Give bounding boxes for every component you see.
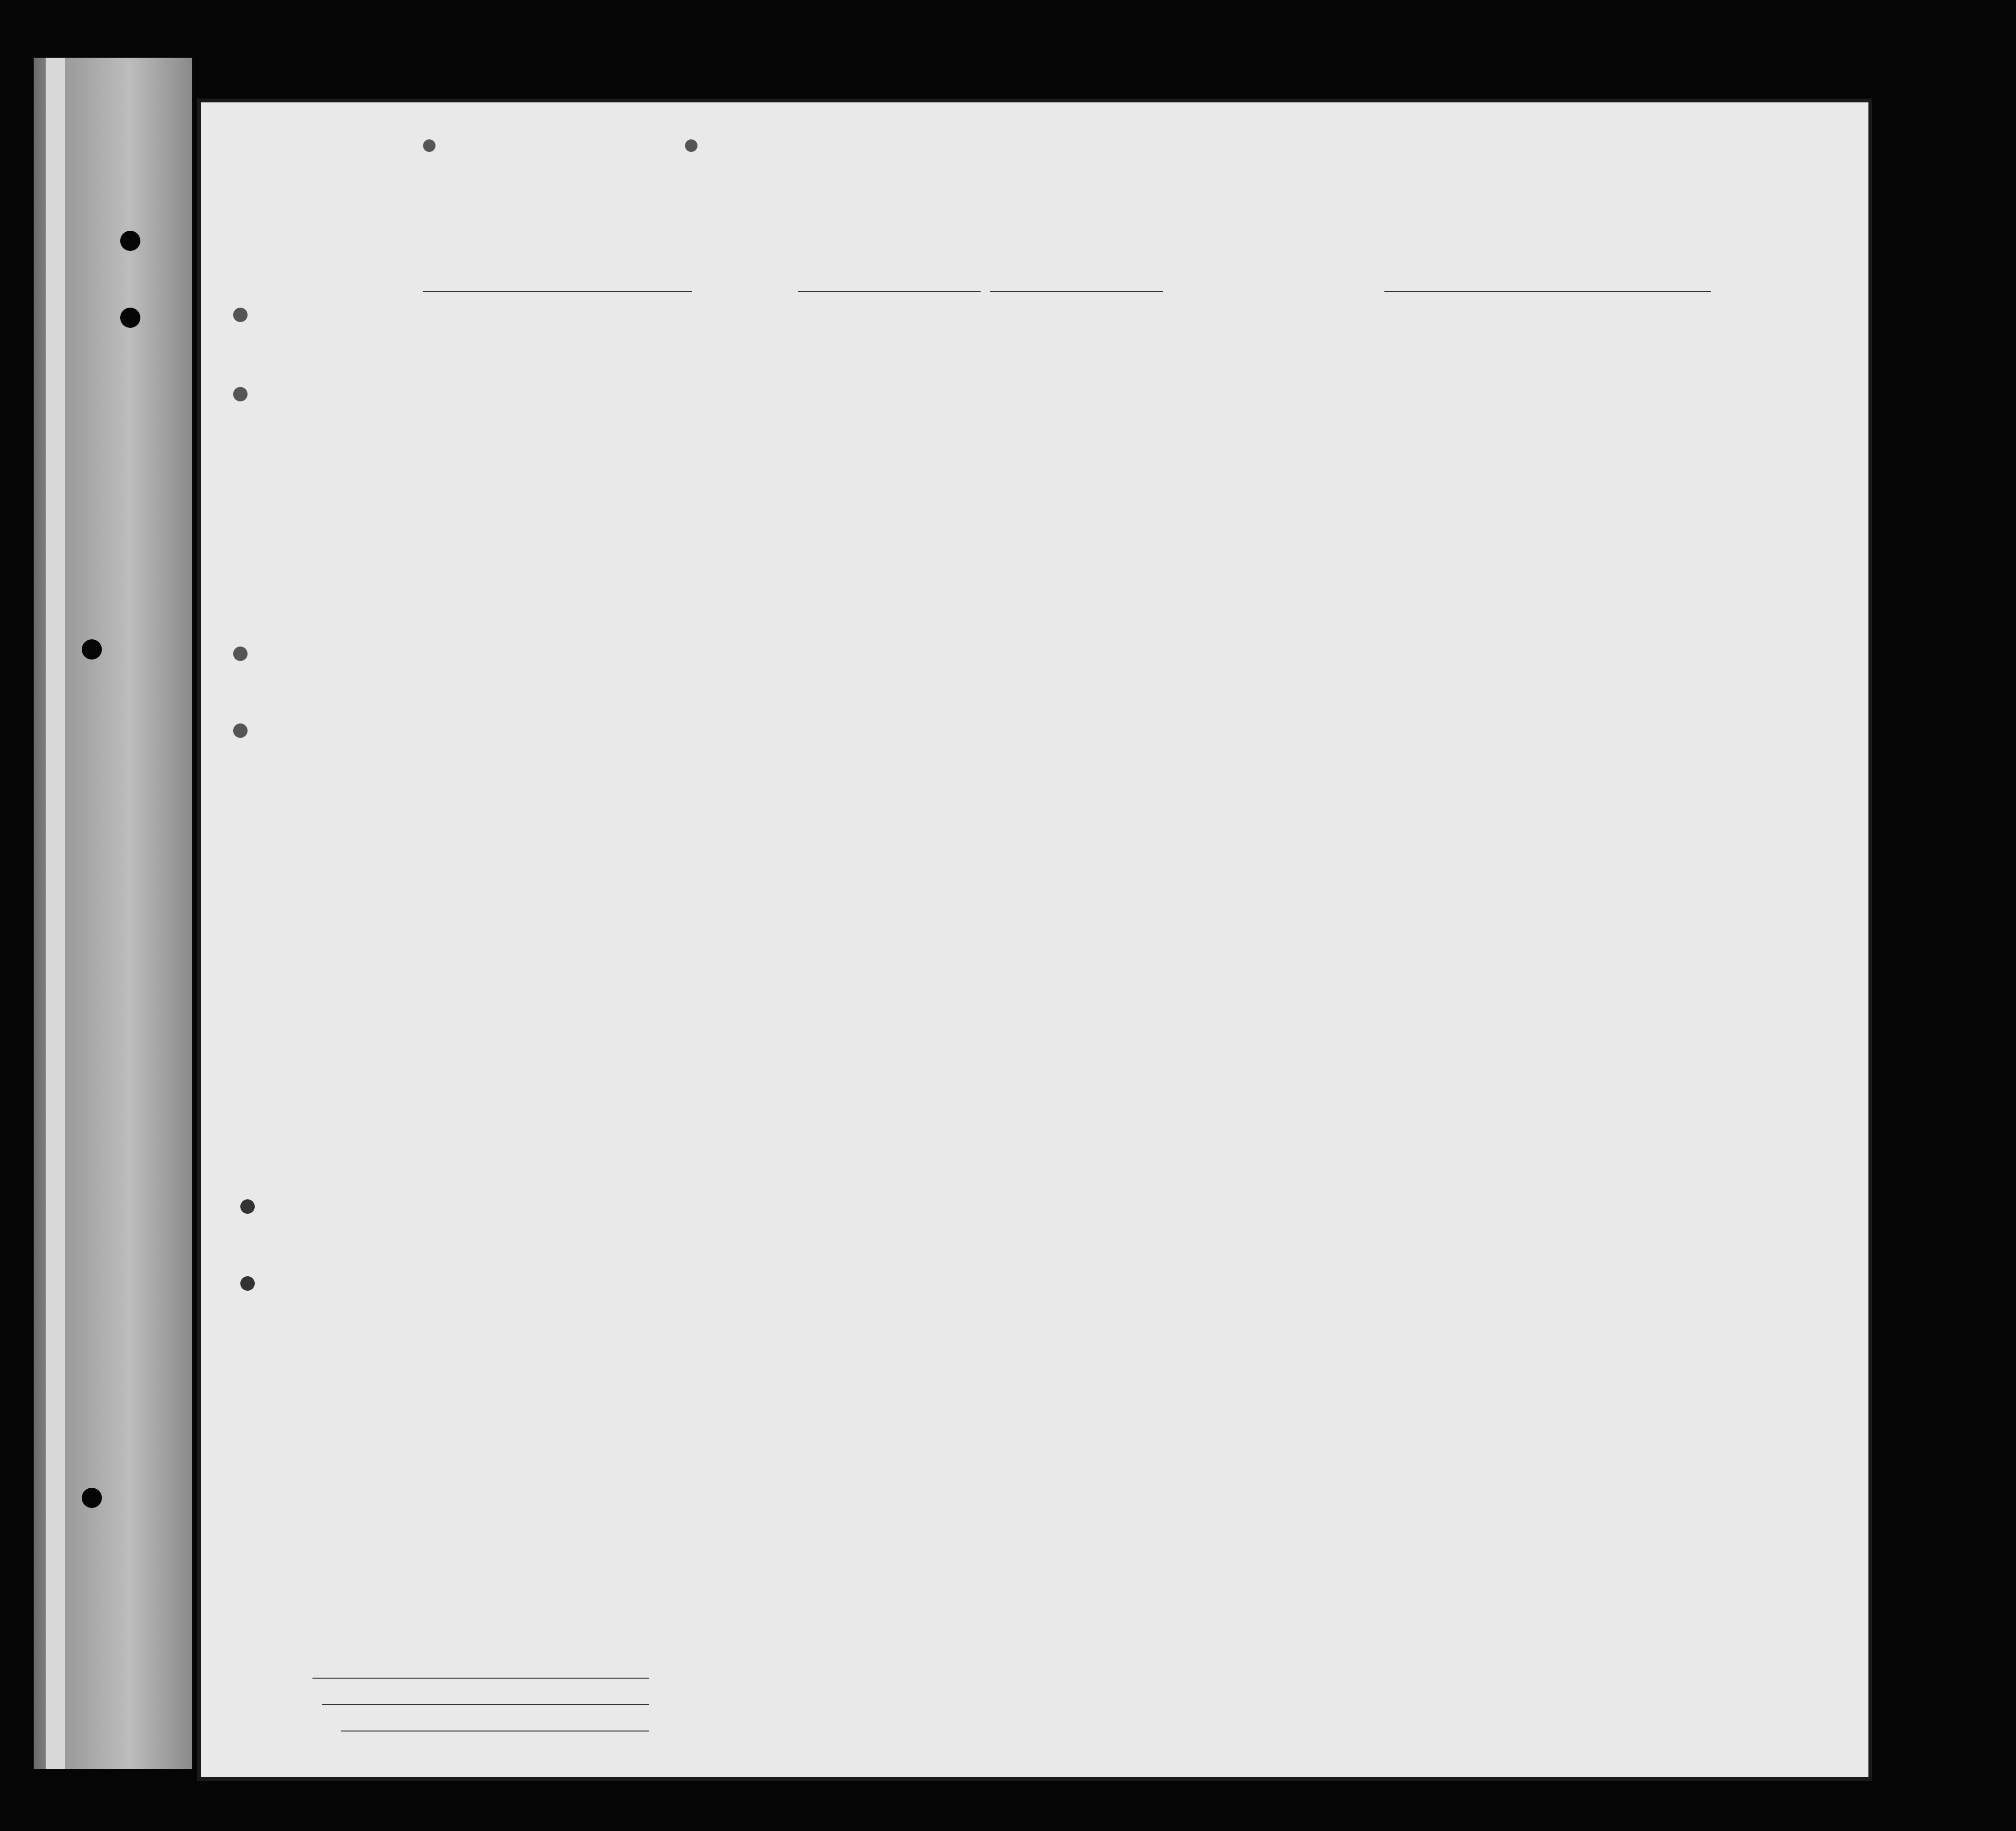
- owners-underline: [322, 1704, 649, 1705]
- line-underline: [312, 1678, 649, 1679]
